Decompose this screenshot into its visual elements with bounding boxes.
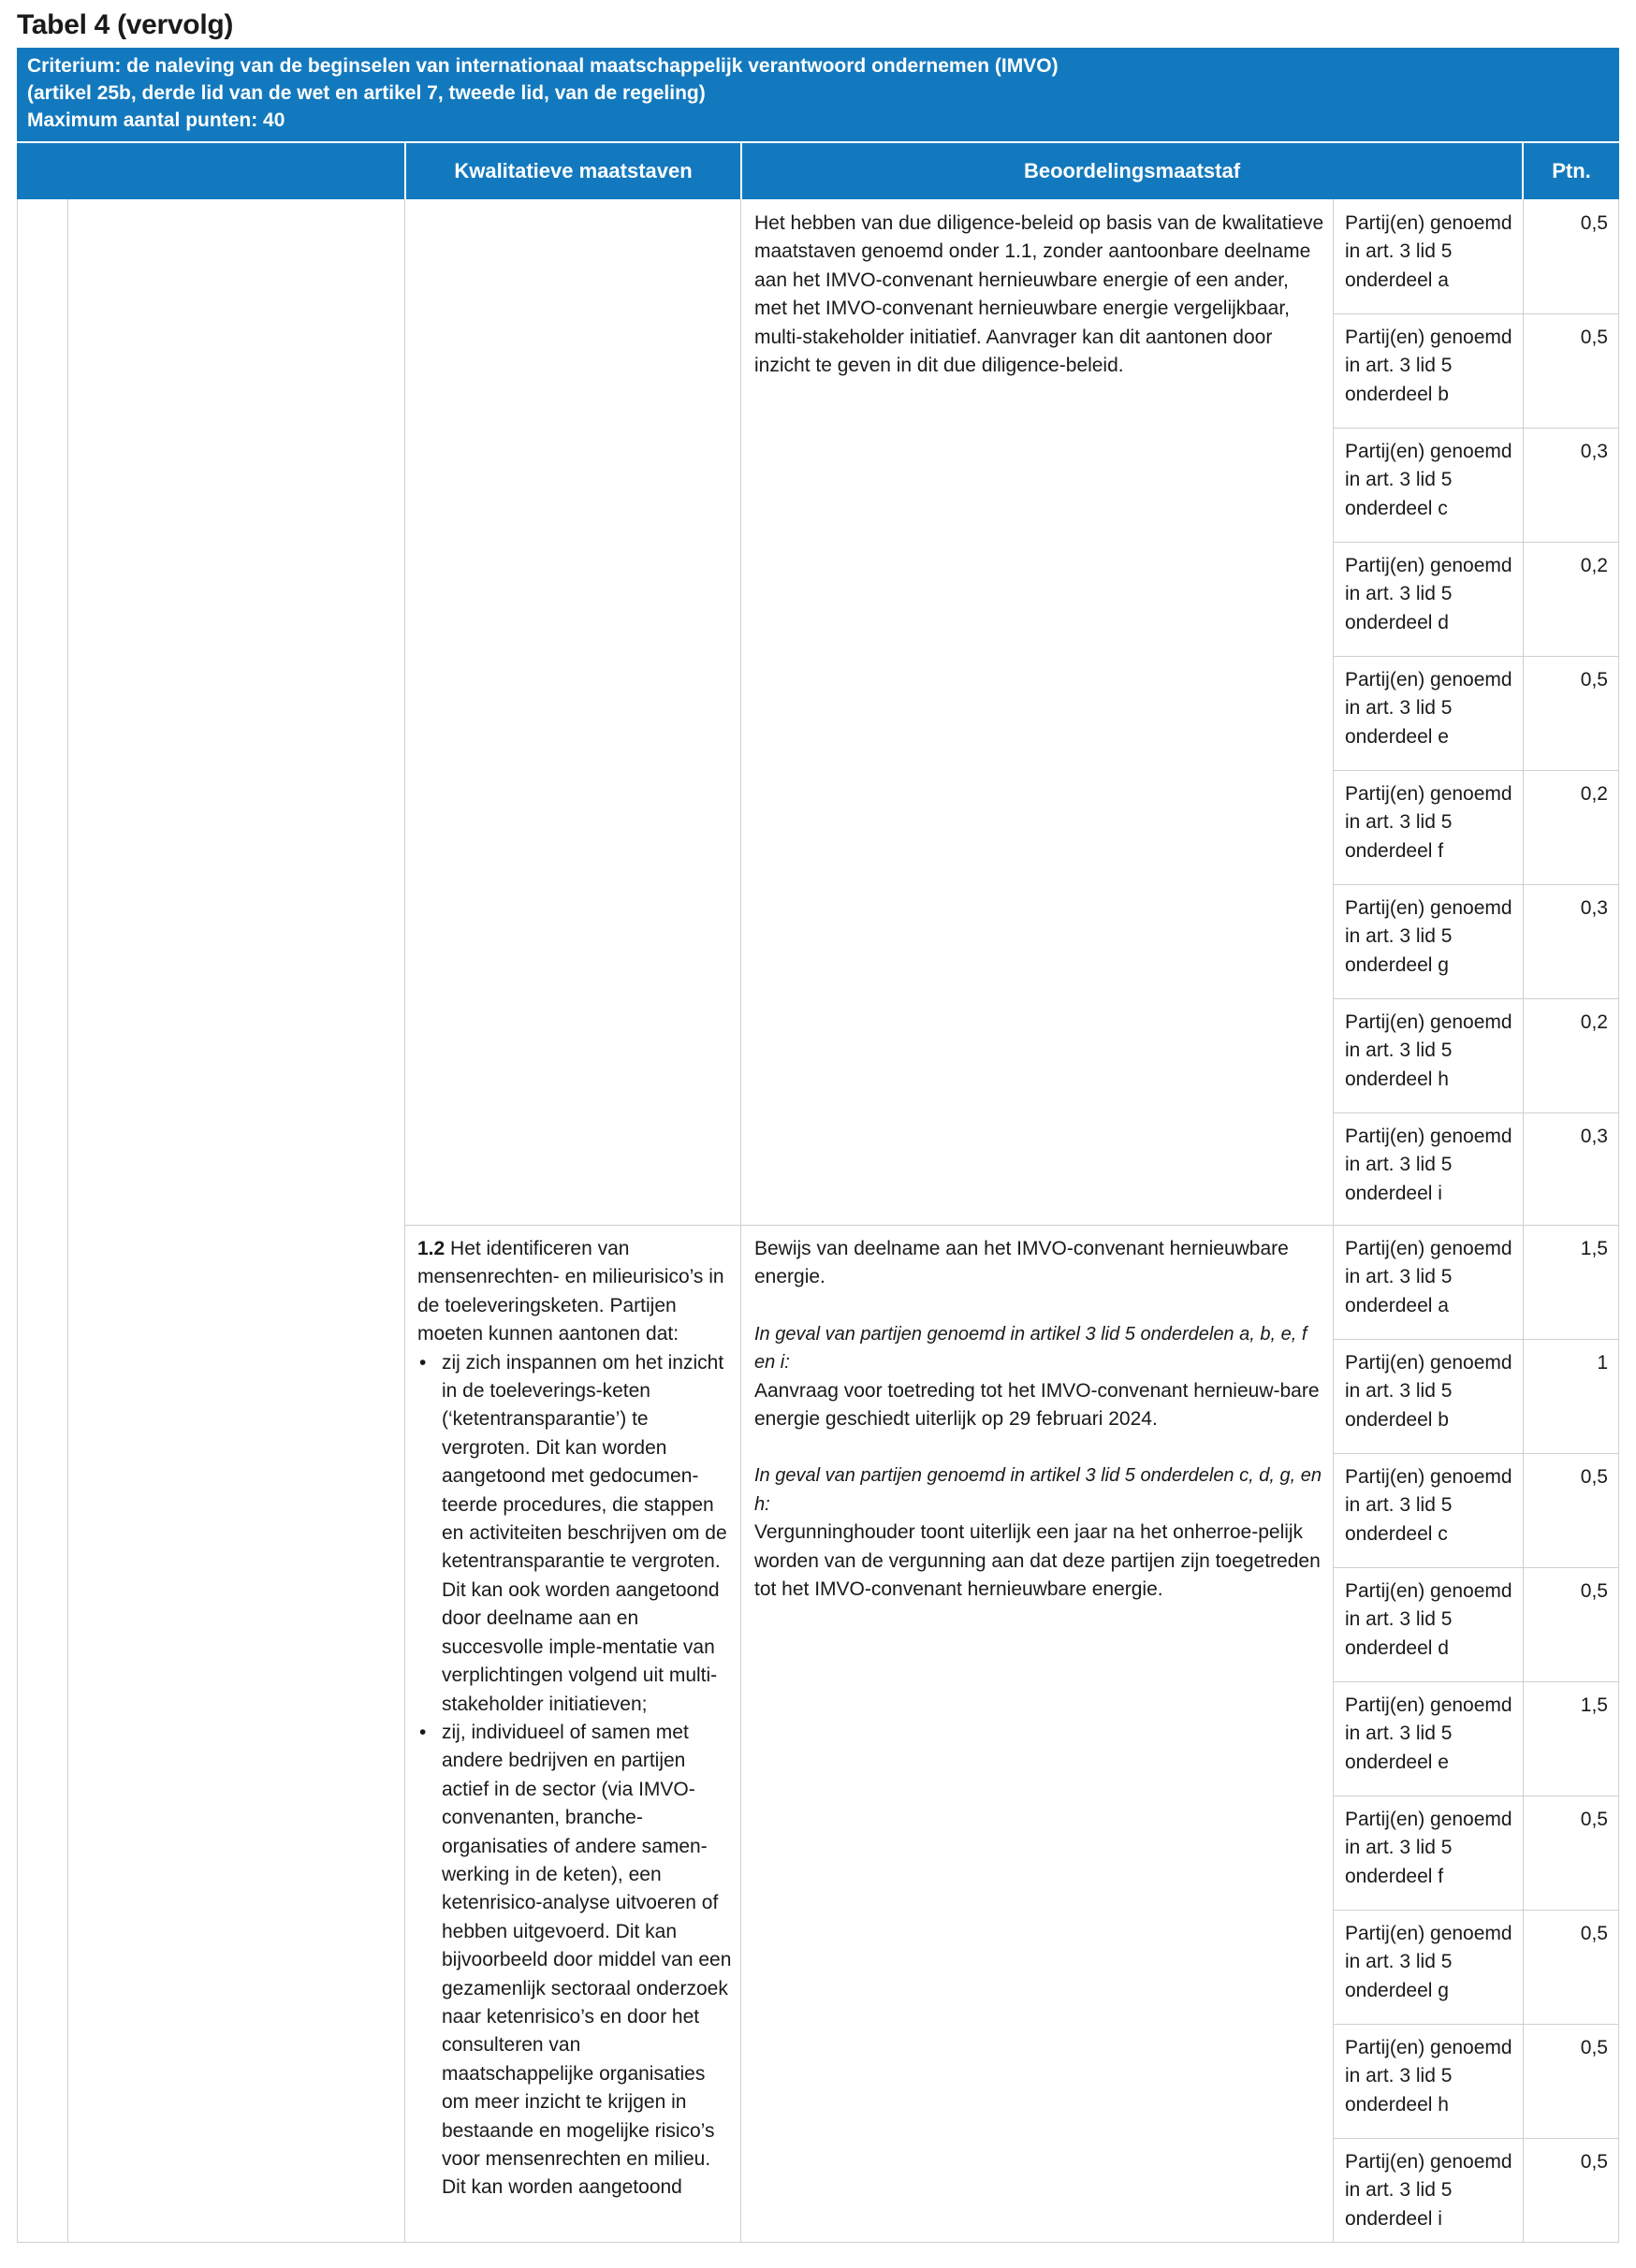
header-ptn: Ptn. xyxy=(1552,159,1591,182)
section2-beoordeling-it1: In geval van partijen genoemd in artikel 3 lid 5 onderdelen a, b, e, f en i: xyxy=(754,1323,1307,1374)
section2-beoordeling-p3: Vergunninghouder toont uiterlijk een jaar na het onherroe-pelijk worden van de vergunning aan dat deze partijen zijn toegetreden tot het IMVO-convenant hernieuwbare energie. xyxy=(754,1521,1321,1601)
partij-label: Partij(en) genoemd in art. 3 lid 5 onderdeel a xyxy=(1345,1238,1512,1316)
partij-label: Partij(en) genoemd in art. 3 lid 5 onderdeel c xyxy=(1345,441,1512,519)
partij-label: Partij(en) genoemd in art. 3 lid 5 onderdeel i xyxy=(1345,2151,1512,2230)
section2-bullet-1: • zij zich inspannen om het inzicht in de toeleverings-keten (‘ketentransparantie’) te vergroten. Dit kan worden aangetoond met gedocumen-teerde procedures, die stappen en activiteiten beschrijven om de ketentransparantie te vergroten. Dit kan ook worden aangetoond door deelname aan en succesvolle imple-mentatie van verplichtingen volgend uit multi-stakeholder initiatieven; xyxy=(417,1349,736,1719)
points-value: 0,2 xyxy=(1580,783,1608,805)
section1-beoordeling: Het hebben van due diligence-beleid op basis van de kwalitatieve maatstaven genoemd onder 1.1, zonder aantoonbare deelname aan het IMVO-convenant hernieuwbare energie of een ander, met het IMVO-convenant hernieuwbare energie vergelijkbaar, multi-stakeholder initiatief. Aanvrager kan dit aantonen door inzicht te geven in dit due diligence-beleid. xyxy=(754,212,1324,377)
points-value: 0,5 xyxy=(1580,212,1608,234)
criterium-banner xyxy=(17,48,1619,143)
points-value: 0,5 xyxy=(1580,1580,1608,1602)
partij-label: Partij(en) genoemd in art. 3 lid 5 onderdeel e xyxy=(1345,1694,1512,1773)
partij-label: Partij(en) genoemd in art. 3 lid 5 onderdeel e xyxy=(1345,669,1512,748)
partij-label: Partij(en) genoemd in art. 3 lid 5 onderdeel g xyxy=(1345,897,1512,976)
header-kwalitatief: Kwalitatieve maatstaven xyxy=(454,159,693,182)
partij-label: Partij(en) genoemd in art. 3 lid 5 onderdeel f xyxy=(1345,783,1512,862)
section2-bullets xyxy=(417,1349,736,2203)
partij-label: Partij(en) genoemd in art. 3 lid 5 onderdeel f xyxy=(1345,1809,1512,1887)
points-value: 1 xyxy=(1597,1352,1608,1374)
points-value: 0,5 xyxy=(1580,1466,1608,1488)
points-value: 0,3 xyxy=(1580,1126,1608,1147)
section2-number: 1.2 xyxy=(417,1238,446,1259)
section2-beoordeling xyxy=(754,1235,1325,1604)
points-value: 0,3 xyxy=(1580,441,1608,462)
points-value: 0,5 xyxy=(1580,1923,1608,1944)
section2-bullet-2: • zij, individueel of samen met andere bedrijven en partijen actief in de sector (via IMVO-convenanten, branche-organisaties of andere samen-werking in de keten), een ketenrisico-analyse uitvoeren of hebben uitgevoerd. Dit kan bijvoorbeeld door middel van een gezamenlijk sectoraal onderzoek naar ketenrisico’s en door het consulteren van maatschappelijke organisaties om meer inzicht te krijgen in bestaande en mogelijke risico’s voor mensenrechten en milieu. Dit kan worden aangetoond xyxy=(417,1719,736,2203)
criterium-line-2: (artikel 25b, derde lid van de wet en artikel 7, tweede lid, van de regeling) xyxy=(27,82,706,104)
partij-label: Partij(en) genoemd in art. 3 lid 5 onderdeel c xyxy=(1345,1466,1512,1545)
partij-label: Partij(en) genoemd in art. 3 lid 5 onderdeel d xyxy=(1345,555,1512,633)
points-value: 0,5 xyxy=(1580,2151,1608,2173)
points-value: 0,2 xyxy=(1580,555,1608,576)
partij-label: Partij(en) genoemd in art. 3 lid 5 onderdeel h xyxy=(1345,1011,1512,1090)
points-value: 0,5 xyxy=(1580,669,1608,691)
points-value: 0,5 xyxy=(1580,327,1608,348)
section2-beoordeling-p2: Aanvraag voor toetreding tot het IMVO-convenant hernieuw-bare energie geschiedt uiterlijk op 29 februari 2024. xyxy=(754,1379,1320,1431)
partij-label: Partij(en) genoemd in art. 3 lid 5 onderdeel h xyxy=(1345,2037,1512,2115)
section2-intro: Het identificeren van mensenrechten- en milieurisico’s in de toeleveringsketen. Partijen moeten kunnen aantonen dat: xyxy=(417,1238,724,1345)
points-value: 1,5 xyxy=(1580,1238,1608,1259)
section2-intro-block xyxy=(417,1235,736,1349)
partij-label: Partij(en) genoemd in art. 3 lid 5 onderdeel i xyxy=(1345,1126,1512,1204)
criterium-line-1: Criterium: de naleving van de beginselen van internationaal maatschappelijk verantwoord ondernemen (IMVO) xyxy=(27,55,1059,77)
section2-beoordeling-p1: Bewijs van deelname aan het IMVO-convenant hernieuwbare energie. xyxy=(754,1238,1289,1288)
section2-beoordeling-it2: In geval van partijen genoemd in artikel 3 lid 5 onderdelen c, d, g, en h: xyxy=(754,1465,1322,1515)
partij-label: Partij(en) genoemd in art. 3 lid 5 onderdeel d xyxy=(1345,1580,1512,1659)
points-value: 0,5 xyxy=(1580,2037,1608,2058)
criterium-line-3: Maximum aantal punten: 40 xyxy=(27,109,285,131)
section2-kwalitatief xyxy=(417,1235,736,2203)
partij-label: Partij(en) genoemd in art. 3 lid 5 onderdeel g xyxy=(1345,1923,1512,2001)
page-title: Tabel 4 (vervolg) xyxy=(17,9,234,40)
points-value: 0,3 xyxy=(1580,897,1608,919)
points-value: 0,5 xyxy=(1580,1809,1608,1830)
table-header xyxy=(17,143,1619,199)
partij-label: Partij(en) genoemd in art. 3 lid 5 onderdeel a xyxy=(1345,212,1512,291)
partij-label: Partij(en) genoemd in art. 3 lid 5 onderdeel b xyxy=(1345,327,1512,405)
points-value: 1,5 xyxy=(1580,1694,1608,1716)
header-beoordeling: Beoordelingsmaatstaf xyxy=(1023,159,1241,182)
points-value: 0,2 xyxy=(1580,1011,1608,1033)
partij-label: Partij(en) genoemd in art. 3 lid 5 onderdeel b xyxy=(1345,1352,1512,1431)
